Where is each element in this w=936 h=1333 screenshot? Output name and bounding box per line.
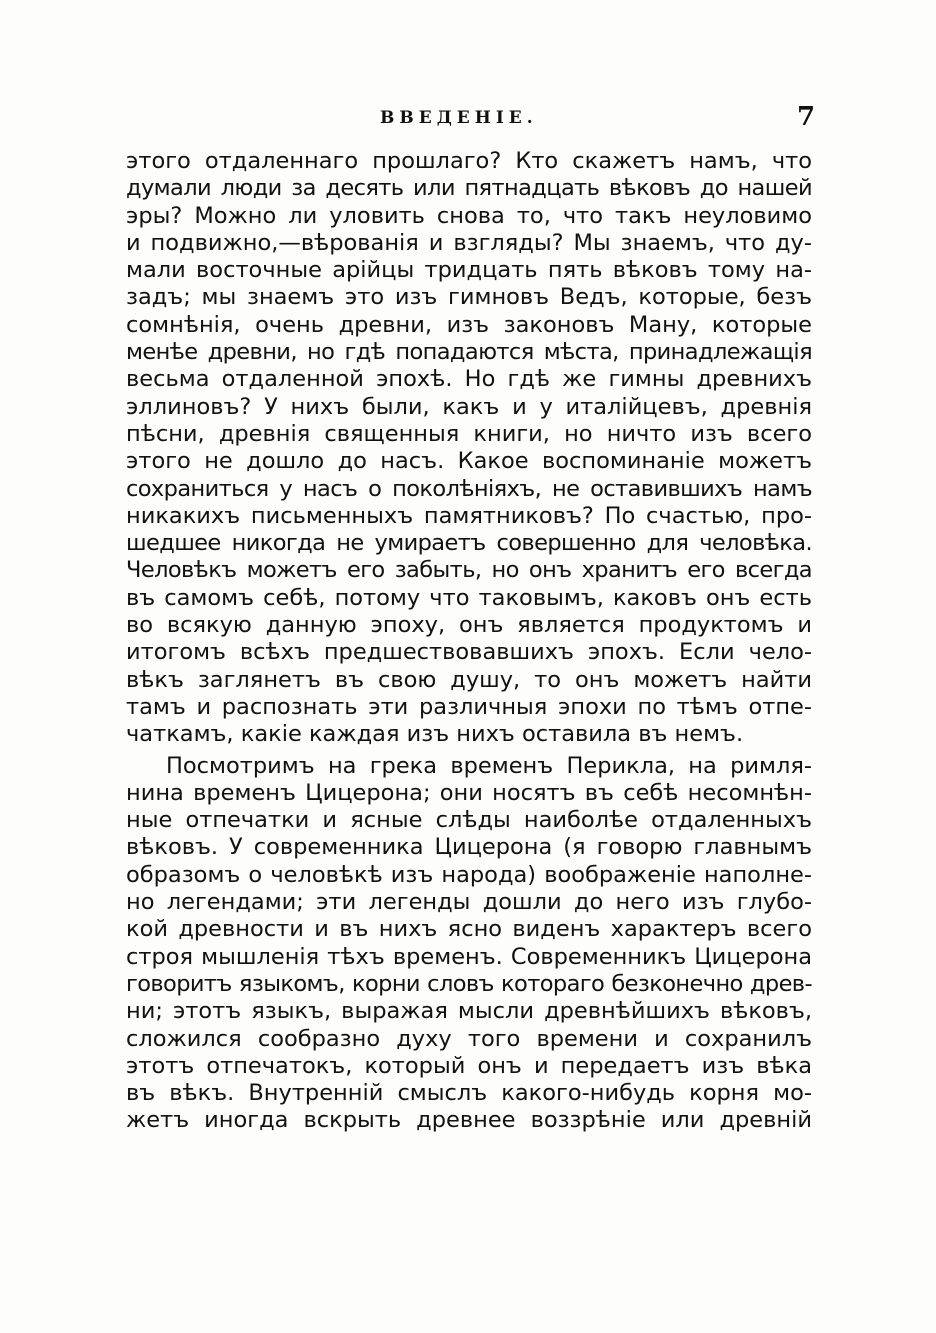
text-line: говоритъ языкомъ, корни словъ котораго безконечно древ- — [126, 970, 812, 997]
text-line: образомъ о человѣкѣ изъ народа) воображенiе наполне- — [126, 861, 812, 888]
text-line: этого не дошло до насъ. Какое воспоминанiе можетъ — [126, 448, 812, 475]
text-line: но легендами; эти легенды дошли до него изъ глубо- — [126, 889, 812, 916]
text-line: сохраниться у насъ о поколѣнiяхъ, не оставившихъ намъ — [126, 475, 812, 502]
paragraph-1 — [126, 148, 812, 749]
text-line: нина временъ Цицерона; они носятъ въ себѣ несомнѣн- — [126, 779, 812, 806]
running-title: ВВЕДЕНIЕ. — [380, 108, 538, 128]
text-line: въ вѣкъ. Внутреннiй смыслъ какого-нибудь корня мо- — [126, 1080, 812, 1107]
body-text — [126, 148, 812, 1135]
text-line: строя мышленiя тѣхъ временъ. Современникъ Цицерона — [126, 943, 812, 970]
text-line: задъ; мы знаемъ это изъ гимновъ Ведъ, которые, безъ — [126, 284, 812, 311]
text-line: итогомъ всѣхъ предшествовавшихъ эпохъ. Если чело- — [126, 639, 812, 666]
text-line: жетъ иногда вскрыть древнее воззрѣнiе или древнiй — [126, 1107, 812, 1134]
text-line: шедшее никогда не умираетъ совершенно для человѣка. — [126, 530, 812, 557]
text-line: пѣсни, древнiя священныя книги, но ничто изъ всего — [126, 420, 812, 447]
text-line: во всякую данную эпоху, онъ является продуктомъ и — [126, 612, 812, 639]
text-line: никакихъ письменныхъ памятниковъ? По счастью, про- — [126, 502, 812, 529]
text-line: кой древности и въ нихъ ясно виденъ характеръ всего — [126, 916, 812, 943]
text-line: эры? Можно ли уловить снова то, что такъ неуловимо — [126, 202, 812, 229]
text-line: думали люди за десять или пятнадцать вѣковъ до нашей — [126, 175, 812, 202]
text-line: менѣе древни, но гдѣ попадаются мѣста, принадлежащiя — [126, 339, 812, 366]
paragraph-2 — [126, 753, 812, 1135]
text-line: и подвижно,—вѣрованiя и взгляды? Мы знаемъ, что ду- — [126, 229, 812, 256]
text-line: этого отдаленнаго прошлаго? Кто скажетъ намъ, что — [126, 148, 812, 174]
text-line: ные отпечатки и ясные слѣды наиболѣе отдаленныхъ — [126, 807, 812, 834]
text-line: этотъ отпечатокъ, который онъ и передаетъ изъ вѣка — [126, 1052, 812, 1079]
running-head — [0, 100, 936, 140]
text-line: сложился сообразно духу того времени и сохранилъ — [126, 1025, 812, 1052]
text-line: вѣковъ. У современника Цицерона (я говорю главнымъ — [126, 834, 812, 861]
text-line: мали восточные арiйцы тридцать пять вѣковъ тому на- — [126, 257, 812, 284]
text-line: весьма отдаленной эпохѣ. Но гдѣ же гимны древнихъ — [126, 366, 812, 393]
text-line: чаткамъ, какiе каждая изъ нихъ оставила въ немъ. — [126, 721, 744, 748]
text-line: въ самомъ себѣ, потому что таковымъ, каковъ онъ есть — [126, 584, 812, 611]
text-line: сомнѣнiя, очень древни, изъ законовъ Ману, которые — [126, 311, 812, 338]
text-line: Человѣкъ можетъ его забыть, но онъ хранитъ его всегда — [126, 557, 812, 584]
text-line: эллиновъ? У нихъ были, какъ и у италiйцевъ, древнiя — [126, 393, 812, 420]
page-number: 7 — [797, 102, 816, 132]
text-line: вѣкъ заглянетъ въ свою душу, то онъ можетъ найти — [126, 666, 812, 693]
text-line: Посмотримъ на грека временъ Перикла, на римля- — [166, 752, 812, 779]
text-line: ни; этотъ языкъ, выражая мысли древнѣйшихъ вѣковъ, — [126, 998, 812, 1025]
text-line: тамъ и распознать эти различныя эпохи по тѣмъ отпе- — [126, 693, 812, 720]
